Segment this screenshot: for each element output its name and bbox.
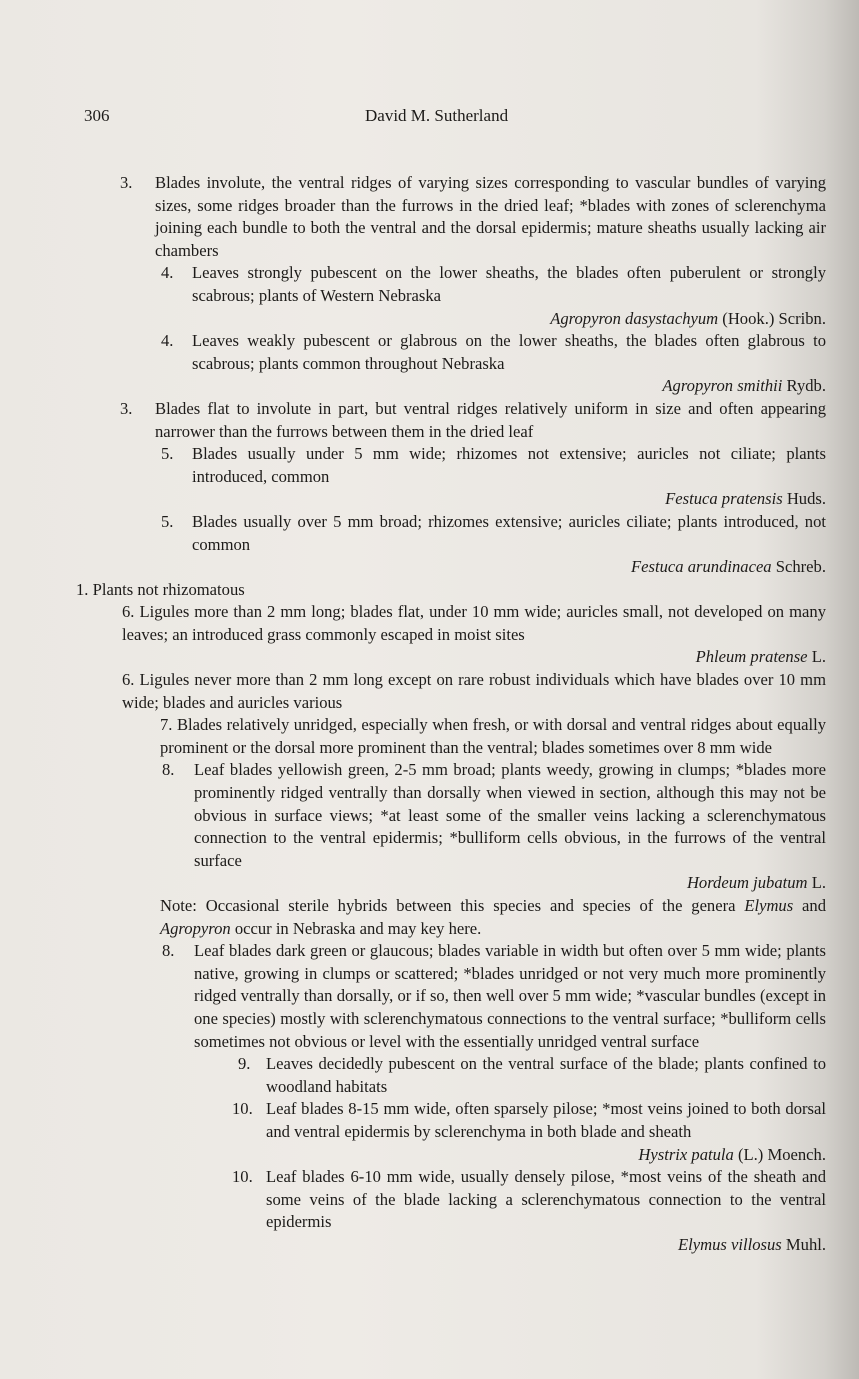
note-label: Note: [160, 896, 197, 915]
authority: (Hook.) Scribn. [722, 308, 826, 328]
taxon-name [76, 1144, 826, 1167]
couplet-number: 9. [238, 1054, 251, 1074]
key-couplet-5a [76, 443, 826, 511]
species-name: Elymus villosus [678, 1234, 782, 1254]
genus-name: Agropyron [160, 918, 231, 938]
couplet-text: Ligules never more than 2 mm long except on rare robust individuals which have blades over 10 mm wide; blades and auricles various [122, 670, 826, 712]
species-name: Phleum pratense [695, 647, 808, 667]
running-head-author: David M. Sutherland [365, 106, 509, 125]
couplet-number: 10. [232, 1167, 253, 1187]
taxon-name [76, 375, 826, 398]
key-couplet-1b [76, 579, 826, 602]
taxon-name [76, 556, 826, 579]
taxon-name [76, 308, 826, 331]
key-couplet-8b [76, 940, 826, 1053]
key-couplet-4b [76, 330, 826, 398]
couplet-text: Blades usually over 5 mm broad; rhizomes extensive; auricles ciliate; plants introduced, not common [192, 511, 826, 554]
taxon-name [76, 872, 826, 895]
key-couplet-10b [76, 1166, 826, 1256]
key-couplet-6b [76, 669, 826, 714]
authority: Schreb. [775, 557, 826, 577]
key-couplet-7a [76, 714, 826, 759]
key-couplet-6a [76, 601, 826, 669]
key-couplet-3b [76, 398, 826, 443]
couplet-number: 3. [120, 398, 133, 418]
couplet-number: 6. [122, 602, 135, 622]
couplet-number: 8. [162, 760, 175, 780]
couplet-text: Leaf blades yellowish green, 2-5 mm broad; plants weedy, growing in clumps; *blades more prominently ridged ventrally than dorsally when viewed in section, although this may not be obvious in surface views; *at least some of the smaller veins lacking a sclerenchymatous connection to the ventral epidermis; *bulliform cells obvious, in the furrows of the ventral surface [194, 760, 826, 870]
couplet-text: Leaf blades 6-10 mm wide, usually densely pilose, *most veins of the sheath and some veins of the blade lacking a sclerenchymatous connection to the ventral epidermis [266, 1167, 826, 1232]
note-body: Occasional sterile hybrids between this species and species of the genera [205, 896, 736, 915]
authority: (L.) Moench. [737, 1144, 826, 1164]
genus-name: Elymus [744, 896, 794, 915]
couplet-number: 4. [161, 331, 174, 351]
key-couplet-4a [76, 262, 826, 330]
key-couplet-8a [76, 759, 826, 895]
species-name: Festuca arundinacea [631, 557, 772, 577]
dichotomous-key [76, 172, 826, 1257]
note-text [160, 895, 826, 940]
couplet-text: Leaves weakly pubescent or glabrous on the lower sheaths, the blades often glabrous to scabrous; plants common throughout Nebraska [192, 331, 826, 373]
couplet-text: Plants not rhizomatous [92, 579, 245, 599]
key-note [160, 895, 826, 940]
key-couplet-9a [76, 1053, 826, 1098]
couplet-number: 7. [160, 715, 173, 735]
page-header [84, 106, 799, 130]
couplet-text: Leaf blades 8-15 mm wide, often sparsely pilose; *most veins joined to both dorsal and ventral epidermis by sclerenchyma in both blade and sheath [266, 1099, 826, 1141]
couplet-text: Leaves strongly pubescent on the lower sheaths, the blades often puberulent or strongly scabrous; plants of Western Nebraska [192, 263, 826, 305]
species-name: Hystrix patula [638, 1144, 734, 1164]
couplet-text [122, 669, 826, 714]
taxon-name [76, 646, 826, 669]
authority: Muhl. [785, 1234, 826, 1254]
key-couplet-3a [76, 172, 826, 262]
couplet-text: Blades involute, the ventral ridges of varying sizes corresponding to vascular bundles of varying sizes, some ridges broader than the furrows in the dried leaf; *blades with zones of sclerenchyma joining each bundle to both the ventral and the dorsal epidermis; mature sheaths usually lacking air chambers [155, 173, 826, 260]
note-body: occur in Nebraska and may key here. [234, 918, 482, 938]
key-couplet-5b [76, 511, 826, 579]
couplet-text: Blades flat to involute in part, but ventral ridges relatively uniform in size and often appearing narrower than the furrows between them in the dried leaf [155, 398, 826, 441]
couplet-text [122, 601, 826, 646]
couplet-text: Blades usually under 5 mm wide; rhizomes not extensive; auricles not ciliate; plants introduced, common [192, 444, 826, 486]
couplet-text [160, 714, 826, 759]
authority: L. [811, 647, 826, 667]
key-couplet-10a [76, 1098, 826, 1166]
couplet-text: Leaf blades dark green or glaucous; blades variable in width but often over 5 mm wide; plants native, growing in clumps or scattered; *blades unridged or not very much more prominently ridged ventrally than dorsally, or if so, then well over 5 mm wide; *vascular bundles (except in one species) mostly with sclerenchymatous connections to the ventral surface; *bulliform cells sometimes not obvious or level with the essentially unridged ventral surface [194, 941, 826, 1051]
couplet-number: 4. [161, 263, 174, 283]
species-name: Agropyron smithii [662, 376, 783, 396]
note-conjunction: and [802, 896, 826, 915]
couplet-text: Blades relatively unridged, especially when fresh, or with dorsal and ventral ridges about equally prominent or the dorsal more prominent than the ventral; blades sometimes over 8 mm wide [160, 715, 827, 757]
species-name: Hordeum jubatum [686, 873, 808, 893]
couplet-number: 6. [122, 670, 135, 690]
couplet-text: Ligules more than 2 mm long; blades flat, under 10 mm wide; auricles small, not developed on many leaves; an introduced grass commonly escaped in moist sites [122, 602, 826, 644]
authority: Huds. [786, 489, 826, 509]
couplet-number: 3. [120, 173, 133, 192]
couplet-number: 10. [232, 1099, 253, 1119]
authority: L. [811, 873, 826, 893]
page-number: 306 [84, 106, 110, 125]
couplet-text [76, 579, 826, 602]
species-name: Festuca pratensis [665, 489, 783, 509]
couplet-number: 5. [161, 444, 174, 464]
authority: Rydb. [786, 376, 826, 396]
couplet-text: Leaves decidedly pubescent on the ventral surface of the blade; plants confined to woodland habitats [266, 1054, 826, 1096]
couplet-number: 8. [162, 941, 175, 961]
species-name: Agropyron dasystachyum [550, 308, 719, 328]
couplet-number: 1. [76, 579, 89, 599]
taxon-name [76, 1234, 826, 1257]
couplet-number: 5. [161, 511, 174, 531]
taxon-name [76, 488, 826, 511]
